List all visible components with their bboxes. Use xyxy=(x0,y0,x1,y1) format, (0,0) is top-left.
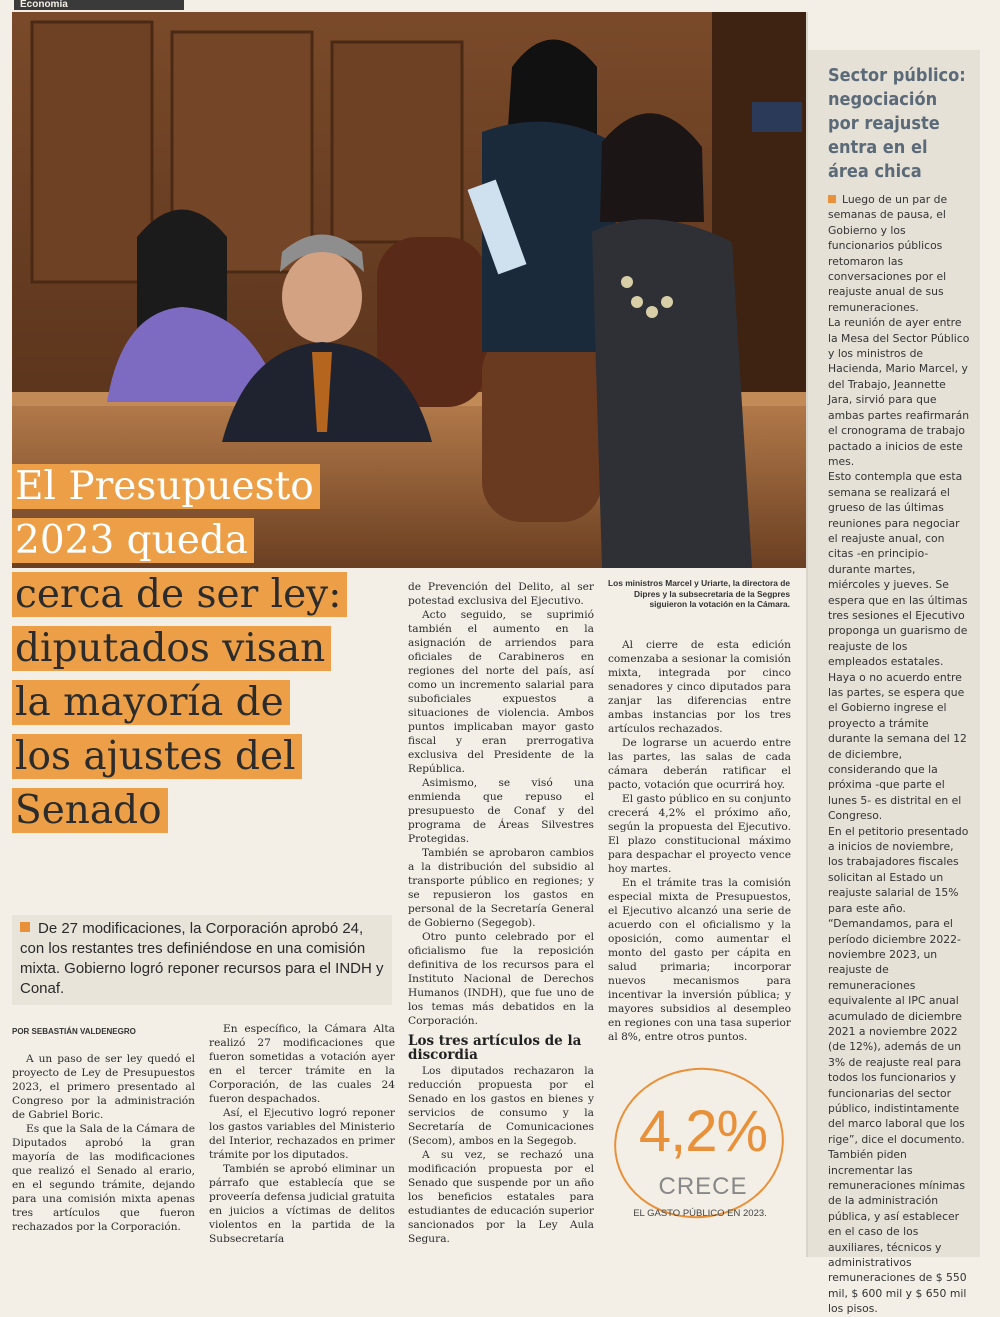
paragraph: Los diputados rechazaron la reducción propuesta por el Senado en los gastos en bienes y servicios de consumo y la Secretaría de Comunicaciones (Secom), ambos en la Segegob. xyxy=(408,1065,594,1147)
stat-word: CRECE xyxy=(658,1173,748,1200)
sidebar-paragraph: Esto contempla que esta semana se realizará el grueso de las últimas reuniones para negociar el reajuste anual, con citas -en principio- durante martes, miércoles y jueves. Se espera que en las últimas tres sesiones el Ejecutivo proponga un guarismo de reajuste de los empleados estatales. xyxy=(828,470,968,669)
section-label: Economía xyxy=(14,0,184,10)
sidebar-paragraph: La reunión de ayer entre la Mesa del Sector Público y los ministros de Hacienda, Mario Marcel, y del Trabajo, Jeannette Jara, sirvió para que ambas partes reafirmarán el cronograma de trabajo pactado a inicios de este mes. xyxy=(828,316,970,468)
headline-line: los ajustes del xyxy=(12,734,302,779)
photo-caption: Los ministros Marcel y Uriarte, la directora de Dipres y la subsecretaria de la Segpres siguieron la votación en la Cámara. xyxy=(608,578,790,609)
headline xyxy=(12,460,407,838)
headline-line: diputados visan xyxy=(12,626,331,671)
summary-bullet-icon xyxy=(20,922,30,932)
paragraph: Al cierre de esta edición comenzaba a sesionar la comisión mixta, integrada por cinco senadores y cinco diputados para zanjar las diferencias entre ambas instancias por los tres artículos rechazados. xyxy=(608,639,791,735)
headline-line: cerca de ser ley: xyxy=(12,572,347,617)
paragraph: Así, el Ejecutivo logró reponer los gastos variables del Ministerio del Interior, rechazados en primer trámite por los diputados. xyxy=(209,1107,395,1161)
sidebar-paragraph: También piden incrementar las remuneraciones mínimas de la administración pública, y así establecer en el caso de los auxiliares, técnicos y administrativos remuneraciones de $ 550 mil, $ 600 mil y $ 650 mil los pisos. xyxy=(828,1148,967,1316)
body-column-1 xyxy=(12,1052,195,1234)
paragraph: A su vez, se rechazó una modificación propuesta por el Senado que suspende por un año los beneficios estatales para estudiantes de educación superior sancionados por la Ley Aula Segura. xyxy=(408,1149,594,1245)
paragraph: El gasto público en su conjunto crecerá 4,2% el próximo año, según la propuesta del Ejecutivo. El plazo constitucional máximo para despachar el proyecto vence hoy martes. xyxy=(608,793,791,875)
paragraph: De lograrse un acuerdo entre las partes, las salas de cada cámara deberán ratificar el pacto, votación que ocurrirá hoy. xyxy=(608,737,791,791)
sidebar-paragraph: Haya o no acuerdo entre las partes, se espera que el Gobierno ingrese el proyecto a trámite durante la semana del 12 de diciembre, considerando que la próxima -que parte el lunes 5- es distrital en el Congreso. xyxy=(828,670,967,823)
body-column-2 xyxy=(209,1022,395,1246)
paragraph: Otro punto celebrado por el oficialismo fue la reposición definitiva de los recursos para el Instituto Nacional de Derechos Humanos (INDH), que fue uno de los temas más debatidos en la Corporación. xyxy=(408,931,594,1027)
body-column-4 xyxy=(608,638,791,1044)
sidebar xyxy=(808,50,980,1316)
paragraph: Asimismo, se visó una enmienda que repuso el presupuesto de Conaf y del programa de Áreas Silvestres Protegidas. xyxy=(408,777,594,845)
summary-box xyxy=(12,915,392,1005)
paragraph: También se aprobó eliminar un párrafo que establecía que se proveería defensa judicial gratuita en juicios a víctimas de delitos violentos en la partida de la Subsecretaría xyxy=(209,1163,395,1245)
byline: POR SEBASTIÁN VALDENEGRO xyxy=(12,1027,136,1036)
subhead: Los tres artículos de la discordia xyxy=(408,1033,582,1063)
stat-callout xyxy=(604,1060,796,1230)
headline-line: la mayoría de xyxy=(12,680,290,725)
sidebar-bullet-icon xyxy=(828,195,836,203)
paragraph: de Prevención del Delito, al ser potestad exclusiva del Ejecutivo. xyxy=(408,581,594,607)
headline-line: Senado xyxy=(12,788,168,833)
sidebar-paragraph: Luego de un par de semanas de pausa, el Gobierno y los funcionarios públicos retomaron las conversaciones por el reajuste anual de sus remuneraciones. xyxy=(828,193,948,314)
paragraph: Es que la Sala de la Cámara de Diputados aprobó la gran mayoría de las modificaciones que realizó el Senado al erario, en el segundo trámite, dejando para una comisión mixta apenas tres artículos que fueron rechazados por la Corporación. xyxy=(12,1123,195,1233)
stat-subtitle: EL GASTO PÚBLICO EN 2023. xyxy=(633,1208,767,1219)
paragraph: En el trámite tras la comisión especial mixta de Presupuestos, el Ejecutivo alcanzó una serie de acuerdo con el oficialismo y la oposición, como aumentar el monto del gasto per cápita en salud primaria; incorporar nuevos mecanismos para incentivar la inversión pública; y mayores subsidios al desempleo en regiones con una tasa superior al 8%, entre otros puntos. xyxy=(608,877,791,1043)
paragraph: Acto seguido, se suprimió también el aumento en la asignación de arriendos para oficiales de Carabineros en regiones del norte del país, así como un incremento salarial para suboficiales expuestos a situaciones de violencia. Ambos puntos implicaban mayor gasto fiscal y eran prerrogativa exclusiva del Presidente de la República. xyxy=(408,609,594,775)
body-column-3 xyxy=(408,580,594,1246)
paragraph: También se aprobaron cambios a la distribución del subsidio al transporte público en regiones; y se repusieron los gastos en personal de la Secretaría General de Gobierno (Segegob). xyxy=(408,847,594,929)
headline-line: El Presupuesto xyxy=(12,464,320,509)
paragraph: En específico, la Cámara Alta realizó 27 modificaciones que fueron sometidas a votación ayer en el tercer trámite en la Corporación, de las cuales 24 fueron despachados. xyxy=(209,1023,395,1105)
sidebar-title: Sector público: negociación por reajuste entra en el área chica xyxy=(828,65,966,182)
stat-value: 4,2% xyxy=(638,1099,768,1164)
headline-line: 2023 queda xyxy=(12,518,254,563)
sidebar-body xyxy=(828,192,970,1317)
paragraph: A un paso de ser ley quedó el proyecto de Ley de Presupuestos 2023, el primero presentado al Congreso por la administración de Gabriel Boric. xyxy=(12,1053,195,1121)
sidebar-paragraph: En el petitorio presentado a inicios de noviembre, los trabajadores fiscales solicitan al Estado un reajuste salarial de 15% para este año. “Demandamos, para el período diciembre 2022-noviembre 2023, un reajuste de remuneraciones equivalente al IPC anual acumulado de diciembre 2021 a noviembre 2022 (de 12%), además de un 3% de reajuste real para todos los funcionarios y funcionarias del sector público, indistintamente del marco laboral que los rige”, dice el documento. xyxy=(828,824,969,1146)
summary-text: De 27 modificaciones, la Corporación aprobó 24, con los restantes tres definiéndose en una comisión mixta. Gobierno logró reponer recursos para el INDH y Conaf. xyxy=(20,920,384,997)
